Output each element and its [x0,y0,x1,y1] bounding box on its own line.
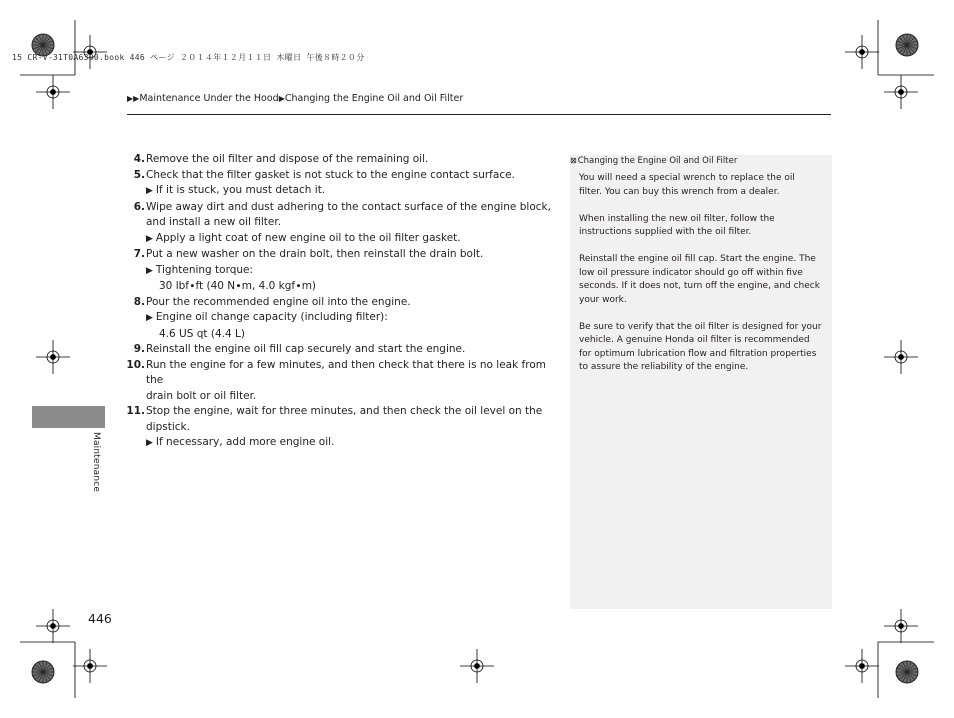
sidebar-paragraph [579,253,825,307]
breadcrumb-separator-icon: ▶ [278,94,285,103]
breadcrumb [127,93,463,104]
registration-mark-icon [884,75,918,109]
step-note-spacer [118,263,146,280]
step-text: Pour the recommended engine oil into the engine. [146,295,411,308]
color-dial-icon [32,661,54,683]
step-text: Check that the filter gasket is not stuck to the engine contact surface. [146,168,515,181]
step-note-spacer [118,183,146,200]
color-dial-icon [896,34,918,56]
step-note [118,435,558,452]
note-marker-icon: ⊠ [570,156,577,165]
sidebar-paragraph [579,213,825,240]
breadcrumb-section: Maintenance Under the Hood [139,93,279,104]
sidebar-line: Reinstall the engine oil fill cap. Start the engine. The [579,254,816,264]
print-header: 15 CR-V-31T0A6300.book 446 ページ ２０１４年１２月１１日 木曜日 午後８時２０分 [12,53,365,62]
step-note-text: If it is stuck, you must detach it. [155,184,326,196]
step-note [118,327,558,343]
step-note-text: Engine oil change capacity (including filter): [155,311,388,323]
note-arrow-icon: ▶ [146,313,153,323]
step-line [118,342,558,358]
step-note-text: If necessary, add more engine oil. [155,436,335,448]
sidebar-line: vehicle. A genuine Honda oil filter is recommended [579,335,810,345]
note-arrow-icon: ▶ [146,265,153,276]
sidebar-body [579,172,825,388]
step-note [118,310,558,327]
step-text: drain bolt or oil filter. [146,389,257,402]
registration-mark-icon [884,340,918,374]
sidebar-title [570,156,737,166]
step-text: dipstick. [146,420,190,433]
registration-mark-icon [36,609,70,643]
step-text: Stop the engine, wait for three minutes, and then check the oil level on the [146,405,543,417]
section-tab-label: Maintenance [91,432,101,493]
step-note [118,183,558,200]
step-line [118,420,558,436]
sidebar-title-text: Changing the Engine Oil and Oil Filter [577,156,738,166]
note-arrow-icon: ▶ [146,233,153,244]
step-note-spacer [118,279,146,295]
sidebar-line: to assure the reliability of the engine. [579,362,749,372]
step-line [118,168,558,184]
step-line [118,247,558,263]
step-text: and install a new oil filter. [146,216,282,228]
step-number: 9. [133,343,145,355]
sidebar-line: for optimum lubrication flow and filtration properties [579,348,817,359]
sidebar-paragraph [579,172,825,199]
registration-mark-icon [73,649,107,683]
step-note-spacer [118,231,146,248]
breadcrumb-topic: Changing the Engine Oil and Oil Filter [284,93,464,104]
step-number [118,389,146,405]
step-note-text: 30 lbf∙ft (40 N∙m, 4.0 kgf∙m) [159,280,317,292]
step-number: 11. [126,405,145,417]
step-note [118,231,558,248]
registration-mark-icon [845,649,879,683]
step-number: 10. [126,358,145,371]
registration-mark-icon [845,35,879,69]
page-number: 446 [88,611,112,626]
section-tab [32,406,105,428]
registration-mark-icon [884,609,918,643]
step-number [118,420,146,436]
color-dial-icon [896,661,918,683]
step-number: 8. [133,295,145,308]
sidebar-line: your work. [579,294,627,305]
step-line [118,404,558,420]
step-line [118,152,558,168]
step-note-text: 4.6 US qt (4.4 L) [159,327,245,340]
step-line [118,215,558,231]
header-rule [127,114,831,115]
step-note-text: Apply a light coat of new engine oil to the oil filter gasket. [155,231,461,244]
step-number: 4. [133,153,145,165]
step-text: Remove the oil filter and dispose of the remaining oil. [146,153,429,165]
step-number: 6. [133,200,145,213]
registration-mark-icon [36,75,70,109]
breadcrumb-arrow-icon: ▶▶ [127,94,140,103]
procedure-steps [118,152,558,452]
step-number: 5. [133,168,145,181]
note-arrow-icon: ▶ [146,438,153,448]
step-text: Reinstall the engine oil fill cap securely and start the engine. [146,343,466,355]
registration-mark-icon [36,340,70,374]
sidebar-paragraph [579,321,825,375]
step-number: 7. [133,248,145,260]
sidebar-line: When installing the new oil filter, follow the [579,213,775,224]
sidebar-line: low oil pressure indicator should go off within five [579,267,803,278]
note-arrow-icon: ▶ [146,186,153,196]
step-note-spacer [118,327,146,343]
step-line [118,200,558,216]
step-text: Wipe away dirt and dust adhering to the contact surface of the engine block, [146,200,551,213]
step-line [118,389,558,405]
step-text: Run the engine for a few minutes, and then check that there is no leak from the [146,358,546,386]
step-number [118,215,146,231]
sidebar-line: Be sure to verify that the oil filter is designed for your [579,321,822,332]
step-note [118,279,558,295]
step-note-spacer [118,310,146,327]
step-line [118,295,558,311]
step-line [118,358,558,389]
sidebar-line: You will need a special wrench to replace the oil [579,173,795,183]
sidebar-line: seconds. If it does not, turn off the engine, and check [579,281,820,291]
step-text: Put a new washer on the drain bolt, then reinstall the drain bolt. [146,248,484,260]
sidebar-line: filter. You can buy this wrench from a dealer. [579,186,780,197]
step-note [118,263,558,280]
step-note-spacer [118,435,146,452]
registration-mark-icon [460,649,494,683]
step-note-text: Tightening torque: [155,263,254,276]
sidebar-line: instructions supplied with the oil filter. [579,227,752,237]
